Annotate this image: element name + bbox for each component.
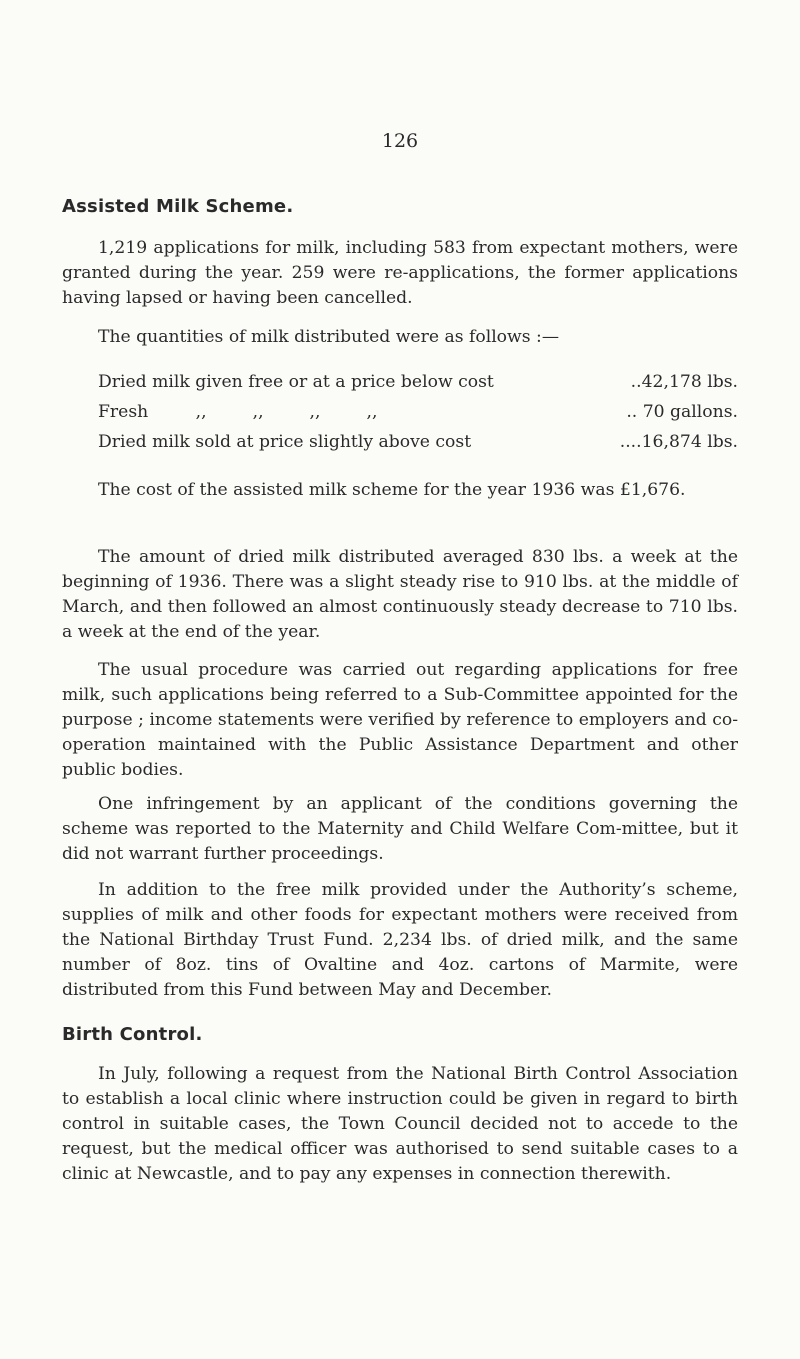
quantity-value: 16,874 lbs. (641, 432, 738, 452)
quantity-row-fresh (98, 400, 738, 425)
page-number: 126 (381, 130, 419, 152)
dot-leader: .... (619, 432, 642, 452)
quantity-value: 42,178 lbs. (641, 372, 738, 392)
paragraph-infringement: One infringement by an applicant of the conditions governing the scheme was reported to the Maternity and Child Welfare Com-mittee, but it did not warrant further proceedings. (62, 794, 738, 864)
ditto-mark: ,, (252, 402, 264, 422)
quantity-label: Fresh (98, 402, 149, 422)
paragraph-national-birthday-trust: In addition to the free milk provided under the Authority’s scheme, supplies of milk and other foods for expectant mothers were received from the National Birthday Trust Fund. 2,234 lbs. of dried milk, and the same number of 8oz. tins of Ovaltine and 4oz. cartons of Marmite, were distributed from this Fund between May and December. (62, 880, 738, 1000)
ditto-mark: ,, (195, 402, 207, 422)
section-heading-birth-control: Birth Control. (62, 1024, 203, 1045)
paragraph-quantities-intro: The quantities of milk distributed were as follows :— (98, 327, 560, 347)
paragraph-birth-control: In July, following a request from the National Birth Control Association to establish a local clinic where instruction could be given in regard to birth control in suitable cases, the Town Council decided not to accede to the request, but the medical officer was authorised to send suitable cases to a clinic at Newcastle, and to pay any expenses in connection therewith. (62, 1064, 738, 1184)
paragraph-applications: 1,219 applications for milk, including 583 from expectant mothers, were granted during the year. 259 were re-applications, the former applications having lapsed or having been cancelled. (62, 238, 738, 308)
quantity-label: Dried milk sold at price slightly above cost (98, 432, 472, 452)
dot-leader: .. (626, 402, 638, 422)
ditto-mark: ,, (309, 402, 321, 422)
quantity-value: 70 gallons. (642, 402, 738, 422)
quantity-row-dried-free (98, 370, 738, 395)
dot-leader: .. (630, 372, 642, 392)
paragraph-cost: The cost of the assisted milk scheme for the year 1936 was £1,676. (98, 480, 686, 500)
ditto-mark: ,, (366, 402, 378, 422)
section-heading-assisted-milk: Assisted Milk Scheme. (62, 196, 294, 217)
quantity-row-dried-sold (98, 430, 738, 455)
paragraph-procedure: The usual procedure was carried out regarding applications for free milk, such applications being referred to a Sub-Committee appointed for the purpose ; income statements were verified by reference to employers and co-operation maintained with the Public Assistance Department and other public bodies. (62, 660, 738, 780)
paragraph-averages: The amount of dried milk distributed averaged 830 lbs. a week at the beginning of 1936. There was a slight steady rise to 910 lbs. at the middle of March, and then followed an almost continuously steady decrease to 710 lbs. a week at the end of the year. (62, 547, 738, 642)
quantity-label: Dried milk given free or at a price below cost (98, 372, 494, 392)
